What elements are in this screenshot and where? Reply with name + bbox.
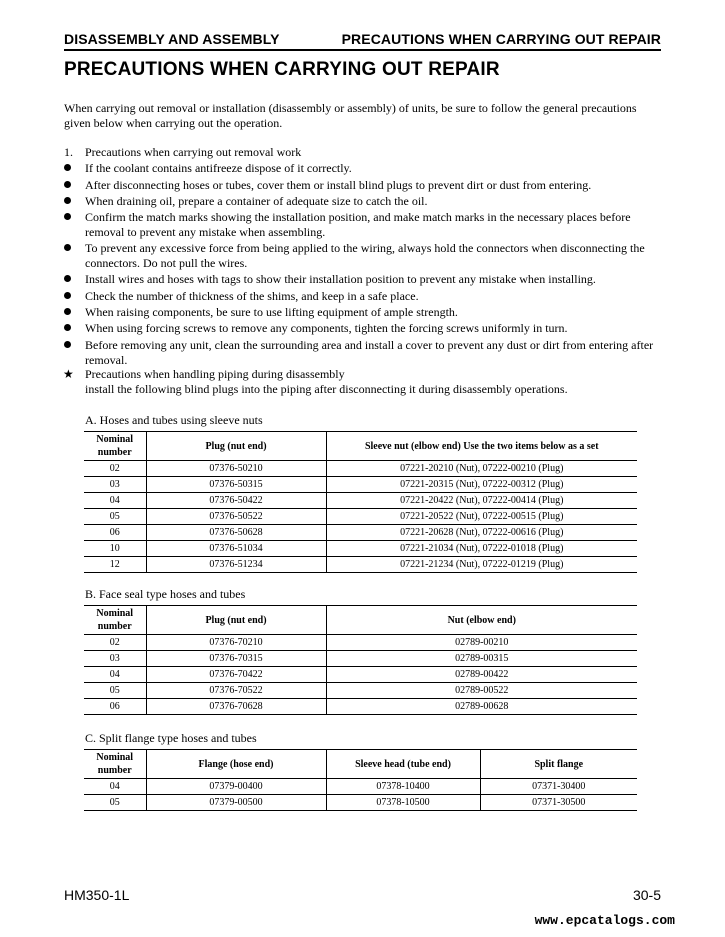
page-header: [64, 31, 661, 51]
table-cell: 07378-10500: [326, 795, 480, 811]
bullet-icon: [64, 292, 71, 299]
table-a-label: A. Hoses and tubes using sleeve nuts: [85, 413, 263, 427]
bullet-text: When draining oil, prepare a container of adequate size to catch the oil.: [85, 194, 428, 208]
bullet-item: [64, 161, 662, 176]
bullet-icon: [64, 341, 71, 348]
table-cell: 02789-00315: [326, 651, 637, 667]
table-cell: 12: [84, 557, 146, 573]
page-title: PRECAUTIONS WHEN CARRYING OUT REPAIR: [64, 59, 500, 80]
column-header: Sleeve nut (elbow end) Use the two items below as a set: [326, 432, 637, 461]
table-row: [84, 667, 637, 683]
table-sleeve-nuts: [84, 431, 637, 573]
star-note-line2: install the following blind plugs into the piping after disconnecting it during disassembly operations.: [85, 382, 568, 396]
bullet-item: [64, 272, 662, 287]
bullet-item: [64, 321, 662, 336]
column-header: Nominal number: [84, 432, 146, 461]
column-header: Nominal number: [84, 606, 146, 635]
table-cell: 07221-20315 (Nut), 07222-00312 (Plug): [326, 477, 637, 493]
table-cell: 07376-70422: [146, 667, 326, 683]
table-face-seal: [84, 605, 637, 715]
table-cell: 04: [84, 779, 146, 795]
table-cell: 07376-50210: [146, 461, 326, 477]
table-cell: 02789-00210: [326, 635, 637, 651]
bullet-icon: [64, 181, 71, 188]
table-cell: 07376-70522: [146, 683, 326, 699]
table-cell: 07376-51034: [146, 541, 326, 557]
bullet-item: [64, 338, 662, 368]
topic-heading: PRECAUTIONS WHEN CARRYING OUT REPAIR: [341, 31, 661, 47]
table-cell: 05: [84, 795, 146, 811]
table-cell: 02: [84, 635, 146, 651]
intro-paragraph: When carrying out removal or installation (disassembly or assembly) of units, be sure to follow the general precautions given below when carrying out the operation.: [64, 101, 637, 130]
table-cell: 07376-50522: [146, 509, 326, 525]
table-cell: 07379-00500: [146, 795, 326, 811]
table-cell: 02: [84, 461, 146, 477]
column-header: Split flange: [480, 750, 637, 779]
table-cell: 07376-70628: [146, 699, 326, 715]
bullet-icon: [64, 324, 71, 331]
table-cell: 07221-21234 (Nut), 07222-01219 (Plug): [326, 557, 637, 573]
table-cell: 07221-20422 (Nut), 07222-00414 (Plug): [326, 493, 637, 509]
table-row: [84, 699, 637, 715]
star-note-line1: Precautions when handling piping during disassembly: [85, 367, 345, 381]
bullet-text: When using forcing screws to remove any components, tighten the forcing screws uniformly in turn.: [85, 321, 568, 335]
table-cell: 06: [84, 525, 146, 541]
table-row: [84, 651, 637, 667]
bullet-icon: [64, 213, 71, 220]
column-header: Sleeve head (tube end): [326, 750, 480, 779]
bullet-icon: [64, 275, 71, 282]
table-cell: 07376-50315: [146, 477, 326, 493]
table-cell: 07376-70210: [146, 635, 326, 651]
table-cell: 07376-51234: [146, 557, 326, 573]
column-header: Nut (elbow end): [326, 606, 637, 635]
table-row: [84, 795, 637, 811]
footer-model: HM350-1L: [64, 887, 130, 903]
bullet-icon: [64, 164, 71, 171]
bullet-text: Before removing any unit, clean the surrounding area and install a cover to prevent any dust or dirt from entering after removal.: [85, 338, 654, 367]
bullet-icon: [64, 244, 71, 251]
column-header: Plug (nut end): [146, 432, 326, 461]
table-cell: 07221-20522 (Nut), 07222-00515 (Plug): [326, 509, 637, 525]
section-heading: DISASSEMBLY AND ASSEMBLY: [64, 31, 280, 47]
table-cell: 07379-00400: [146, 779, 326, 795]
bullet-text: To prevent any excessive force from being applied to the wiring, always hold the connectors when disconnecting the connectors. Do not pull the wires.: [85, 241, 645, 270]
bullet-item: [64, 241, 662, 271]
table-row: [84, 509, 637, 525]
table-row: [84, 525, 637, 541]
bullet-text: When raising components, be sure to use lifting equipment of ample strength.: [85, 305, 458, 319]
table-cell: 07221-20210 (Nut), 07222-00210 (Plug): [326, 461, 637, 477]
table-cell: 03: [84, 477, 146, 493]
bullet-text: If the coolant contains antifreeze dispose of it correctly.: [85, 161, 352, 175]
bullet-text: Confirm the match marks showing the installation position, and make match marks in the necessary places before removal to prevent any mistake when assembling.: [85, 210, 631, 239]
watermark-url: www.epcatalogs.com: [534, 913, 675, 928]
table-split-flange: [84, 749, 637, 811]
table-b-label: B. Face seal type hoses and tubes: [85, 587, 246, 601]
bullet-item: [64, 194, 662, 209]
table-cell: 07376-50628: [146, 525, 326, 541]
table-cell: 07376-50422: [146, 493, 326, 509]
table-row: [84, 477, 637, 493]
star-icon: ★: [63, 367, 74, 381]
table-row: [84, 461, 637, 477]
item-number: 1.: [64, 145, 73, 159]
table-cell: 02789-00522: [326, 683, 637, 699]
table-cell: 02789-00422: [326, 667, 637, 683]
table-row: [84, 635, 637, 651]
table-row: [84, 779, 637, 795]
bullet-text: Check the number of thickness of the shims, and keep in a safe place.: [85, 289, 419, 303]
item-text: Precautions when carrying out removal work: [85, 145, 302, 159]
bullet-item: [64, 305, 662, 320]
table-cell: 07221-20628 (Nut), 07222-00616 (Plug): [326, 525, 637, 541]
table-c-label: C. Split flange type hoses and tubes: [85, 731, 257, 745]
bullet-icon: [64, 308, 71, 315]
column-header: Flange (hose end): [146, 750, 326, 779]
column-header: Plug (nut end): [146, 606, 326, 635]
list-item-1: [64, 145, 301, 160]
bullet-item: [64, 210, 662, 240]
table-row: [84, 541, 637, 557]
table-cell: 10: [84, 541, 146, 557]
table-cell: 07376-70315: [146, 651, 326, 667]
star-note: [64, 367, 662, 397]
table-row: [84, 493, 637, 509]
table-cell: 07371-30500: [480, 795, 637, 811]
table-cell: 04: [84, 667, 146, 683]
bullet-text: Install wires and hoses with tags to show their installation position to prevent any mistake when installing.: [85, 272, 596, 286]
bullet-icon: [64, 197, 71, 204]
table-cell: 07371-30400: [480, 779, 637, 795]
table-cell: 02789-00628: [326, 699, 637, 715]
table-cell: 05: [84, 509, 146, 525]
table-cell: 03: [84, 651, 146, 667]
table-cell: 07378-10400: [326, 779, 480, 795]
table-cell: 05: [84, 683, 146, 699]
bullet-text: After disconnecting hoses or tubes, cover them or install blind plugs to prevent dirt or dust from entering.: [85, 178, 592, 192]
table-cell: 07221-21034 (Nut), 07222-01018 (Plug): [326, 541, 637, 557]
bullet-item: [64, 289, 662, 304]
table-row: [84, 683, 637, 699]
table-row: [84, 557, 637, 573]
page-number: 30-5: [632, 887, 661, 903]
table-cell: 06: [84, 699, 146, 715]
column-header: Nominal number: [84, 750, 146, 779]
bullet-item: [64, 178, 662, 193]
table-cell: 04: [84, 493, 146, 509]
